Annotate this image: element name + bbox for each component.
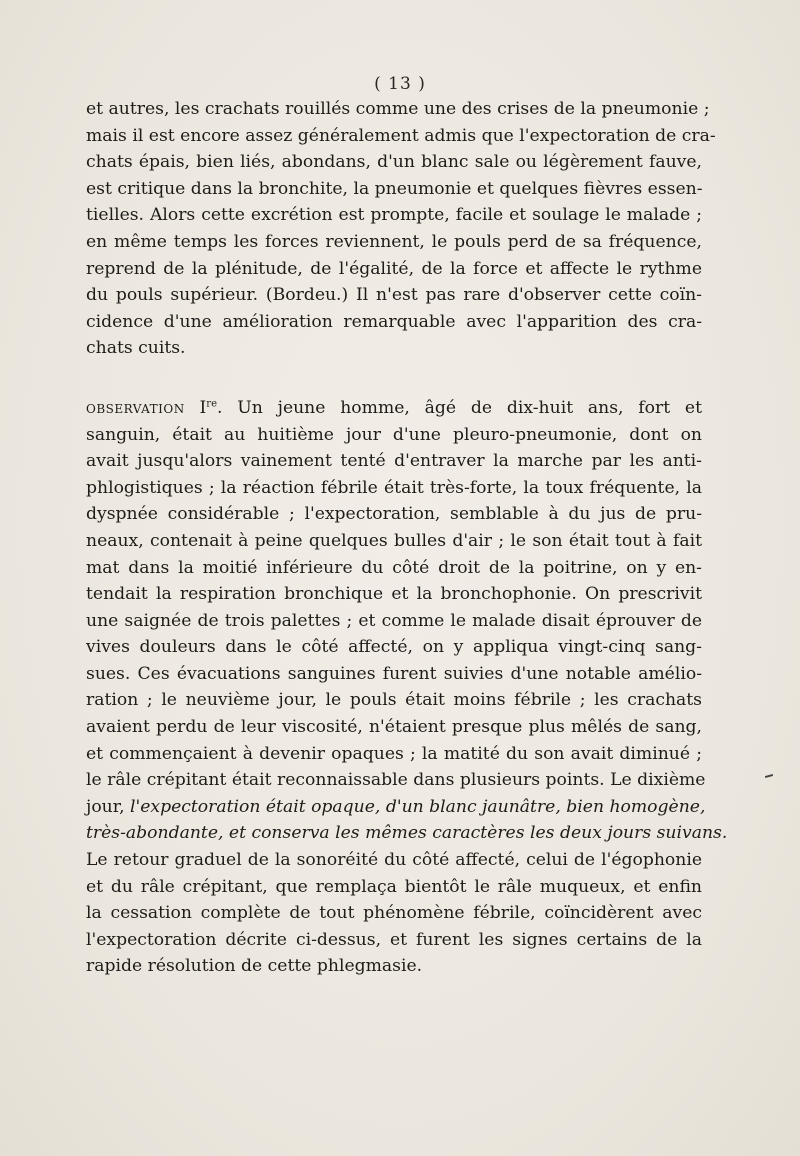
text-line: sues. Ces évacuations sanguines furent suivies d'une notable amélio- [86, 663, 702, 684]
observation-sup: re [206, 398, 217, 410]
italic-prefix: jour, [86, 796, 130, 817]
text-line: et commençaient à devenir opaques ; la matité du son avait diminué ; [86, 743, 702, 764]
text-line: tielles. Alors cette excrétion est prompte, facile et soulage le malade ; [86, 205, 702, 226]
text-line: est critique dans la bronchite, la pneumonie et quelques fièvres essen- [86, 178, 703, 199]
observation-label: observation [86, 397, 185, 418]
text-line: la cessation complète de tout phénomène fébrile, coïncidèrent avec [86, 903, 702, 924]
italic-line [86, 794, 706, 821]
paragraph-gap [86, 362, 702, 395]
observation-number: I [199, 397, 207, 418]
text-line: en même temps les forces reviennent, le pouls perd de sa fréquence, [86, 231, 702, 252]
text-line: tendait la respiration bronchique et la bronchophonie. On prescrivit [86, 584, 702, 605]
observation-text: . Un jeune homme, âgé de dix-huit ans, fort et [217, 397, 703, 418]
margin-mark [765, 774, 773, 778]
body-text [86, 96, 728, 980]
text-line: dyspnée considérable ; l'expectoration, semblable à du jus de pru- [86, 504, 702, 525]
observation-heading-line [86, 395, 702, 422]
text-line: avaient perdu de leur viscosité, n'étaient presque plus mêlés de sang, [86, 717, 702, 738]
text-line: ration ; le neuvième jour, le pouls était moins fébrile ; les crachats [86, 690, 702, 711]
italic-line: très-abondante, et conserva les mêmes caractères les deux jours suivans. [86, 823, 728, 844]
text-line: mat dans la moitié inférieure du côté droit de la poitrine, on y en- [86, 557, 702, 578]
text-line: avait jusqu'alors vainement tenté d'entraver la marche par les anti- [86, 451, 702, 472]
text-line: reprend de la plénitude, de l'égalité, de la force et affecte le rythme [86, 258, 702, 279]
paragraph-1 [86, 96, 716, 362]
text-line: vives douleurs dans le côté affecté, on y appliqua vingt-cinq sang- [86, 637, 702, 658]
paragraph-2 [86, 395, 728, 980]
text-line: et autres, les crachats rouillés comme une des crises de la pneumonie ; [86, 99, 710, 119]
text-line: chats cuits. [86, 338, 186, 359]
text-line: et du râle crépitant, que remplaça bientôt le râle muqueux, et enfin [86, 876, 702, 897]
text-line: neaux, contenait à peine quelques bulles d'air ; le son était tout à fait [86, 530, 702, 551]
text-line: rapide résolution de cette phlegmasie. [86, 956, 423, 977]
text-line: cidence d'une amélioration remarquable avec l'apparition des cra- [86, 311, 702, 332]
text-line: sanguin, était au huitième jour d'une pleuro-pneumonie, dont on [86, 424, 702, 445]
page-number: ( 13 ) [374, 74, 426, 94]
text-line: phlogistiques ; la réaction fébrile était très-forte, la toux fréquente, la [86, 477, 702, 498]
text-line: le râle crépitant était reconnaissable dans plusieurs points. Le dixième [86, 770, 706, 791]
text-line: mais il est encore assez généralement admis que l'expectoration de cra- [86, 125, 716, 146]
text-line: Le retour graduel de la sonoréité du côté affecté, celui de l'égophonie [86, 850, 702, 871]
italic-text: l'expectoration était opaque, d'un blanc jaunâtre, bien homogène, [130, 796, 706, 817]
text-line: une saignée de trois palettes ; et comme le malade disait éprouver de [86, 610, 702, 631]
text-line: du pouls supérieur. (Bordeu.) Il n'est pas rare d'observer cette coïn- [86, 285, 702, 306]
text-line: l'expectoration décrite ci-dessus, et furent les signes certains de la [86, 929, 702, 950]
text-line: chats épais, bien liés, abondans, d'un blanc sale ou légèrement fauve, [86, 152, 702, 173]
